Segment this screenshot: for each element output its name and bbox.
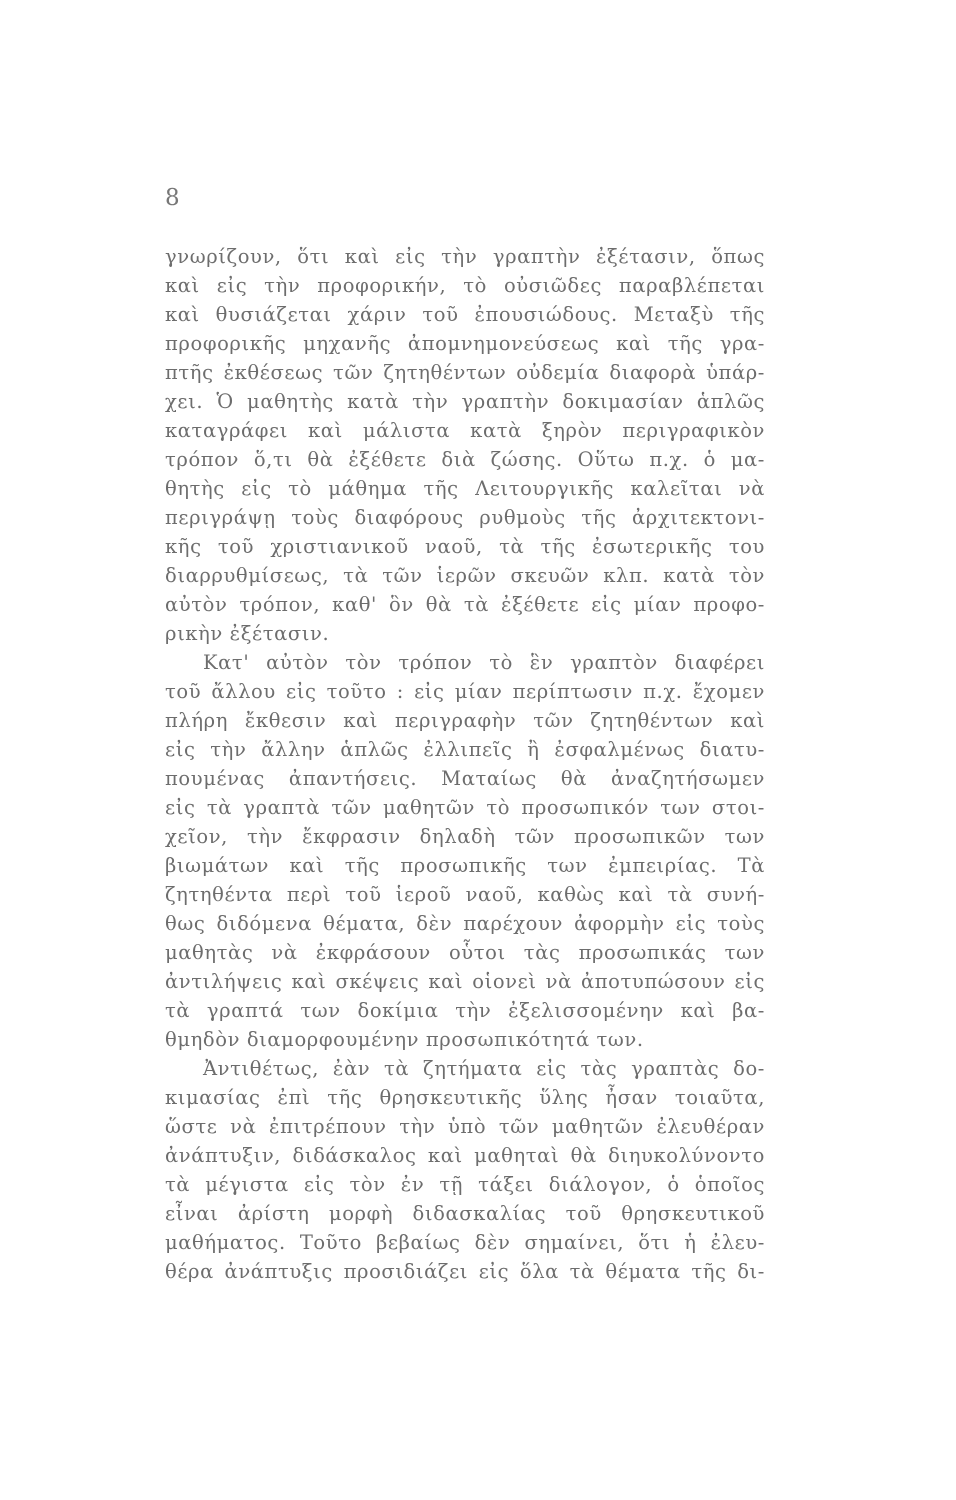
text-line: κῆς τοῦ χριστιανικοῦ ναοῦ, τὰ τῆς ἐσωτερικῆς του — [165, 535, 765, 558]
page-number: 8 — [165, 185, 180, 211]
text-line: Ἀντιθέτως, ἐὰν τὰ ζητήματα εἰς τὰς γραπτὰς δο- — [203, 1057, 765, 1080]
text-line: πτῆς ἐκθέσεως τῶν ζητηθέντων οὐδεμία διαφορὰ ὑπάρ- — [165, 361, 765, 384]
text-line: γνωρίζουν, ὅτι καὶ εἰς τὴν γραπτὴν ἐξέτασιν, ὅπως — [165, 245, 765, 268]
text-line: εἰς τὰ γραπτὰ τῶν μαθητῶν τὸ προσωπικόν των στοι- — [165, 796, 765, 819]
body-text — [165, 242, 765, 1286]
text-line: ρικὴν ἐξέτασιν. — [165, 622, 330, 645]
text-line: ἀντιλήψεις καὶ σκέψεις καὶ οἱονεὶ νὰ ἀποτυπώσουν εἰς — [165, 970, 765, 993]
text-line: τὰ γραπτά των δοκίμια τὴν ἐξελισσομένην καὶ βα- — [165, 999, 765, 1022]
text-line: καταγράφει καὶ μάλιστα κατὰ ξηρὸν περιγραφικὸν — [165, 419, 765, 442]
text-line: ὥστε νὰ ἐπιτρέπουν τὴν ὑπὸ τῶν μαθητῶν ἐλευθέραν — [165, 1115, 765, 1138]
text-line: θμηδὸν διαμορφουμένην προσωπικότητά των. — [165, 1028, 644, 1051]
text-line: πουμένας ἀπαντήσεις. Ματαίως θὰ ἀναζητήσωμεν — [165, 767, 765, 790]
text-line: βιωμάτων καὶ τῆς προσωπικῆς των ἐμπειρίας. Τὰ — [165, 854, 765, 877]
text-line: ζητηθέντα περὶ τοῦ ἱεροῦ ναοῦ, καθὼς καὶ τὰ συνή- — [165, 883, 765, 906]
text-line: χει. Ὁ μαθητὴς κατὰ τὴν γραπτὴν δοκιμασίαν ἁπλῶς — [165, 390, 765, 413]
text-line: τρόπον ὅ,τι θὰ ἐξέθετε διὰ ζώσης. Οὕτω π.χ. ὁ μα- — [165, 448, 765, 471]
text-line: Κατ' αὐτὸν τὸν τρόπον τὸ ἓν γραπτὸν διαφέρει — [203, 651, 765, 674]
text-line: τοῦ ἄλλου εἰς τοῦτο : εἰς μίαν περίπτωσιν π.χ. ἔχομεν — [165, 680, 765, 703]
text-line: εἶναι ἀρίστη μορφὴ διδασκαλίας τοῦ θρησκευτικοῦ — [165, 1202, 765, 1225]
text-line: καὶ εἰς τὴν προφορικήν, τὸ οὐσιῶδες παραβλέπεται — [165, 274, 765, 297]
text-line: μαθητὰς νὰ ἐκφράσουν οὗτοι τὰς προσωπικάς των — [165, 941, 765, 964]
text-line: καὶ θυσιάζεται χάριν τοῦ ἐπουσιώδους. Μεταξὺ τῆς — [165, 303, 765, 326]
text-line: θητὴς εἰς τὸ μάθημα τῆς Λειτουργικῆς καλεῖται νὰ — [165, 477, 765, 500]
text-line: ἀνάπτυξιν, διδάσκαλος καὶ μαθηταὶ θὰ διηυκολύνοντο — [165, 1144, 765, 1167]
text-line: εἰς τὴν ἄλλην ἁπλῶς ἐλλιπεῖς ἢ ἐσφαλμένως διατυ- — [165, 738, 765, 761]
text-line: προφορικῆς μηχανῆς ἀπομνημονεύσεως καὶ τῆς γρα- — [165, 332, 765, 355]
text-line: πλήρη ἔκθεσιν καὶ περιγραφὴν τῶν ζητηθέντων καὶ — [165, 709, 765, 732]
text-line: χεῖον, τὴν ἔκφρασιν δηλαδὴ τῶν προσωπικῶν των — [165, 825, 765, 848]
text-line: θως διδόμενα θέματα, δὲν παρέχουν ἀφορμὴν εἰς τοὺς — [165, 912, 765, 935]
text-line: θέρα ἀνάπτυξις προσιδιάζει εἰς ὅλα τὰ θέματα τῆς δι- — [165, 1260, 765, 1283]
text-line: μαθήματος. Τοῦτο βεβαίως δὲν σημαίνει, ὅτι ἡ ἐλευ- — [165, 1231, 765, 1254]
text-line: τὰ μέγιστα εἰς τὸν ἐν τῇ τάξει διάλογον, ὁ ὁποῖος — [165, 1173, 765, 1196]
text-line: διαρρυθμίσεως, τὰ τῶν ἱερῶν σκευῶν κλπ. κατὰ τὸν — [165, 564, 765, 587]
text-line: κιμασίας ἐπὶ τῆς θρησκευτικῆς ὕλης ἦσαν τοιαῦτα, — [165, 1086, 765, 1109]
text-line: αὐτὸν τρόπον, καθ' ὃν θὰ τὰ ἐξέθετε εἰς μίαν προφο- — [165, 593, 765, 616]
text-line: περιγράψῃ τοὺς διαφόρους ρυθμοὺς τῆς ἀρχιτεκτονι- — [165, 506, 765, 529]
